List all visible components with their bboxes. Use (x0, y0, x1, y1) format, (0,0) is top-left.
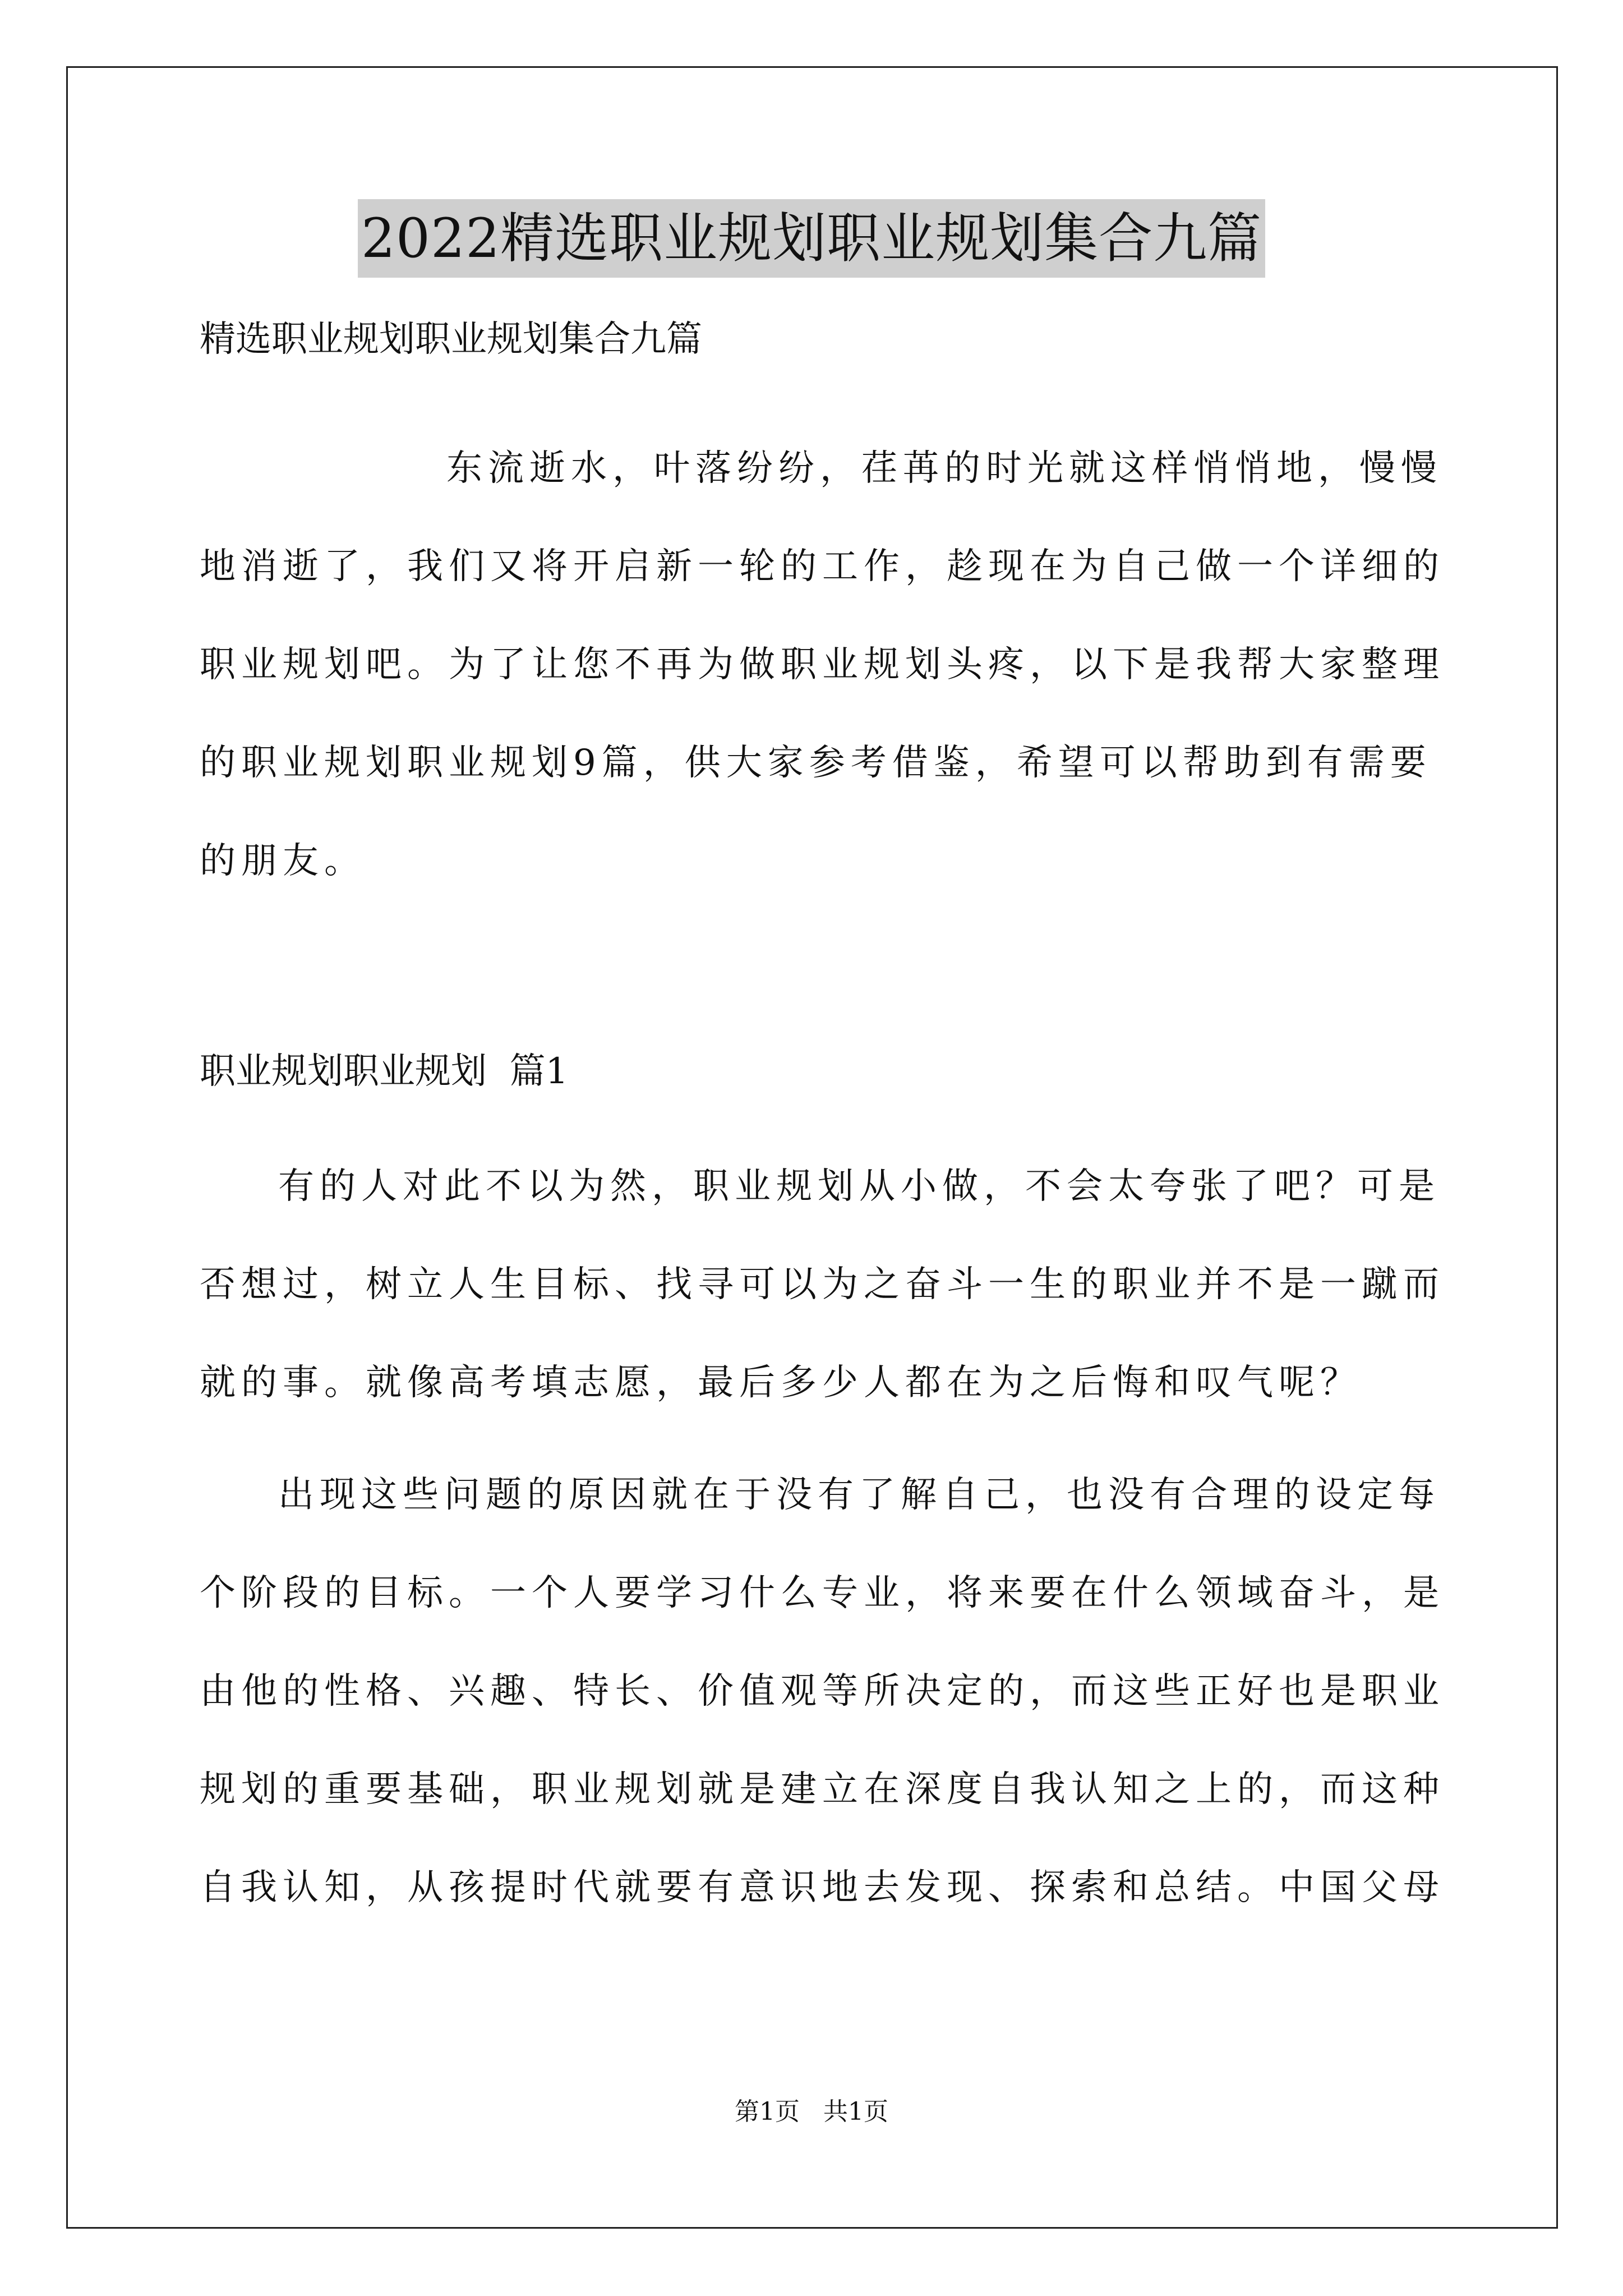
paragraph-line: 自我认知，从孩提时代就要有意识地去发现、探索和总结。中国父母 (200, 1867, 1445, 1908)
intro-line: 的朋友。 (200, 840, 366, 882)
paragraph-line: 出现这些问题的原因就在于没有了解自己，也没有合理的设定每 (278, 1474, 1440, 1516)
paragraph-line: 由他的性格、兴趣、特长、价值观等所决定的，而这些正好也是职业 (200, 1671, 1445, 1712)
document-title: 2022精选职业规划职业规划集合九篇 (358, 199, 1265, 278)
paragraph-line: 个阶段的目标。一个人要学习什么专业，将来要在什么领域奋斗，是 (200, 1572, 1445, 1614)
page-footer: 第1页 共1页 (735, 2097, 888, 2126)
document-subtitle: 精选职业规划职业规划集合九篇 (200, 319, 702, 360)
intro-line: 东流逝水，叶落纷纷，荏苒的时光就这样悄悄地，慢慢 (446, 448, 1442, 489)
paragraph-line: 有的人对此不以为然，职业规划从小做，不会太夸张了吧？可是 (278, 1166, 1440, 1207)
intro-line: 职业规划吧。为了让您不再为做职业规划头疼，以下是我帮大家整理 (200, 644, 1445, 685)
paragraph-line: 否想过，树立人生目标、找寻可以为之奋斗一生的职业并不是一蹴而 (200, 1264, 1445, 1305)
paragraph-line: 规划的重要基础，职业规划就是建立在深度自我认知之上的，而这种 (200, 1769, 1445, 1810)
intro-line: 的职业规划职业规划9篇，供大家参考借鉴，希望可以帮助到有需要 (200, 742, 1432, 784)
paragraph-line: 就的事。就像高考填志愿，最后多少人都在为之后悔和叹气呢？ (200, 1362, 1362, 1404)
title-wrapper (0, 199, 1623, 278)
section-heading: 职业规划职业规划 篇1 (200, 1051, 569, 1092)
intro-line: 地消逝了，我们又将开启新一轮的工作，趁现在为自己做一个详细的 (200, 546, 1445, 587)
